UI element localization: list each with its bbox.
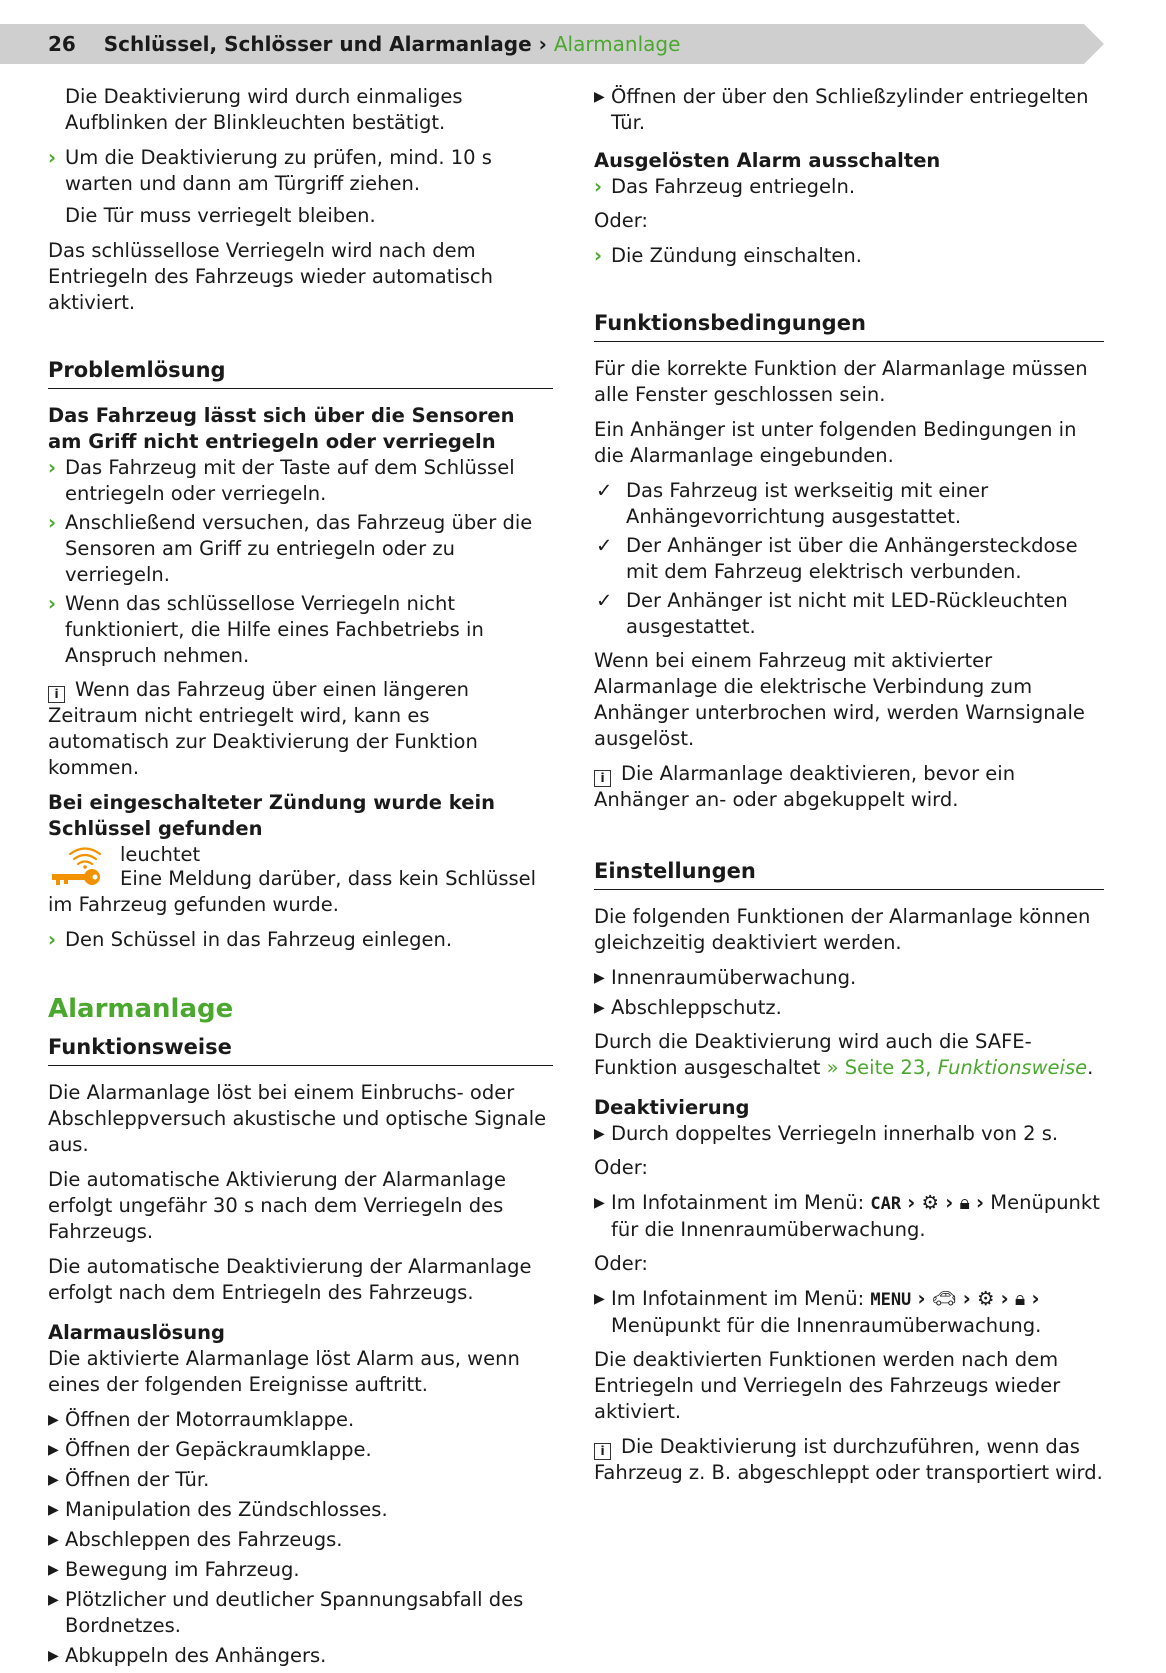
paragraph: Wenn bei einem Fahrzeug mit aktivierter Alarmanlage die elektrische Verbindung zum Anhänger unterbrochen wird, werden Warnsignale ausgelöst. (594, 649, 1085, 750)
lock-icon: 🔒︎ (959, 1191, 970, 1214)
check-item: ✓ Das Fahrzeug ist werkseitig mit einer Anhängevorrichtung ausgestattet. (596, 479, 989, 528)
page-number: 26 (48, 32, 76, 56)
check-item: ✓ Der Anhänger ist über die Anhängersteckdose mit dem Fahrzeug elektrisch verbunden. (596, 534, 1078, 583)
list-item: ▶ Innenraumüberwachung. (594, 966, 857, 989)
menu-car-label: CAR (870, 1194, 902, 1214)
paragraph: Eine Meldung darüber, dass kein Schlüssel im Fahrzeug gefunden wurde. (48, 867, 537, 916)
oder-label: Oder: (594, 209, 648, 232)
step-item: › Um die Deaktivierung zu prüfen, mind. 10 s warten und dann am Türgriff ziehen. (48, 146, 492, 195)
bedingungen-heading: Funktionsbedingungen (594, 309, 1104, 342)
ausloesung-subheading: Alarmauslösung (48, 1321, 225, 1344)
problem-heading: Problemlösung (48, 356, 553, 389)
paragraph: Für die korrekte Funktion der Alarmanlage müssen alle Fenster geschlossen sein. (594, 357, 1088, 406)
paragraph: Die folgenden Funktionen der Alarmanlage können gleichzeitig deaktiviert werden. (594, 905, 1091, 954)
paragraph: Die Deaktivierung wird durch einmaliges Aufblinken der Blinkleuchten bestätigt. (65, 85, 463, 134)
paragraph: Durch die Deaktivierung wird auch die SAFE-Funktion ausgeschaltet » Seite 23, Funktionsweise. (594, 1030, 1094, 1079)
info-icon: i (594, 1443, 611, 1460)
funktionsweise-heading: Funktionsweise (48, 1033, 553, 1066)
page-header (0, 24, 1104, 64)
paragraph: Die automatische Aktivierung der Alarmanlage erfolgt ungefähr 30 s nach dem Verriegeln des Fahrzeugs. (48, 1168, 506, 1243)
info-note: i Die Deaktivierung ist durchzuführen, wenn das Fahrzeug z. B. abgeschleppt oder transportiert wird. (594, 1435, 1103, 1484)
list-item: ▶ Bewegung im Fahrzeug. (48, 1558, 300, 1581)
paragraph: Das schlüssellose Verriegeln wird nach dem Entriegeln des Fahrzeugs wieder automatisch aktiviert. (48, 239, 494, 314)
list-item: ▶ Durch doppeltes Verriegeln innerhalb von 2 s. (594, 1122, 1059, 1145)
step-item: › Das Fahrzeug mit der Taste auf dem Schlüssel entriegeln oder verriegeln. (48, 456, 515, 505)
lock-icon: 🔒︎ (1014, 1287, 1026, 1310)
right-column (594, 84, 1104, 1495)
left-column (48, 84, 553, 1673)
alarm-off-subheading: Ausgelösten Alarm ausschalten (594, 149, 941, 172)
deaktivierung-subheading: Deaktivierung (594, 1096, 750, 1119)
list-item: ▶ Öffnen der Motorraumklappe. (48, 1408, 355, 1431)
step-item: › Das Fahrzeug entriegeln. (594, 175, 856, 198)
paragraph: Die Alarmanlage löst bei einem Einbruchs- oder Abschleppversuch akustische und optische Signale aus. (48, 1081, 547, 1156)
list-item: ▶ Manipulation des Zündschlosses. (48, 1498, 388, 1521)
list-item: ▶ Öffnen der Gepäckraumklappe. (48, 1438, 372, 1461)
oder-label: Oder: (594, 1156, 648, 1179)
info-icon: i (594, 770, 611, 787)
alarm-heading: Alarmanlage (48, 994, 234, 1024)
paragraph: Die automatische Deaktivierung der Alarmanlage erfolgt nach dem Entriegeln des Fahrzeugs. (48, 1255, 532, 1304)
step-item: › Den Schüssel in das Fahrzeug einlegen. (48, 928, 453, 951)
info-note: i Die Alarmanlage deaktivieren, bevor ein Anhänger an- oder abgekuppelt wird. (594, 762, 1016, 811)
oder-label: Oder: (594, 1252, 648, 1275)
page-reference-link[interactable]: » Seite 23, Funktionsweise (826, 1056, 1088, 1079)
einstellungen-heading: Einstellungen (594, 857, 1104, 890)
key-warning-icon (48, 844, 110, 892)
list-item: ▶ Im Infotainment im Menü: MENU › 🚗︎ › ⚙ › 🔒︎ › Menüpunkt für die Innenraumüberwachung. (594, 1287, 1042, 1337)
header-breadcrumb (48, 31, 680, 57)
warning-light-row (48, 842, 553, 868)
paragraph: Die Tür muss verriegelt bleiben. (65, 204, 376, 227)
list-item: ▶ Im Infotainment im Menü: CAR › ⚙ › 🔒︎ › Menüpunkt für die Innenraumüberwachung. (594, 1191, 1100, 1241)
list-item: ▶ Öffnen der Tür. (48, 1468, 210, 1491)
breadcrumb-separator: › (538, 32, 547, 56)
gear-icon: ⚙ (976, 1287, 995, 1310)
paragraph: Die deaktivierten Funktionen werden nach dem Entriegeln und Verriegeln des Fahrzeugs wieder aktiviert. (594, 1348, 1061, 1423)
paragraph: Ein Anhänger ist unter folgenden Bedingungen in die Alarmanlage eingebunden. (594, 418, 1077, 467)
paragraph: Die aktivierte Alarmanlage löst Alarm aus, wenn eines der folgenden Ereignisse auftritt. (48, 1347, 520, 1396)
gear-icon: ⚙ (921, 1191, 939, 1214)
list-item: ▶ Plötzlicher und deutlicher Spannungsabfall des Bordnetzes. (48, 1588, 524, 1637)
check-item: ✓ Der Anhänger ist nicht mit LED-Rückleuchten ausgestattet. (596, 589, 1068, 638)
icon-status: leuchtet (120, 843, 201, 866)
list-item: ▶ Öffnen der über den Schließzylinder entriegelten Tür. (594, 85, 1089, 134)
menu-menu-label: MENU (870, 1290, 912, 1310)
list-item: ▶ Abkuppeln des Anhängers. (48, 1644, 327, 1667)
list-item: ▶ Abschleppen des Fahrzeugs. (48, 1528, 343, 1551)
problem-subheading: Das Fahrzeug lässt sich über die Sensoren am Griff nicht entriegeln oder verriegeln (48, 404, 515, 453)
info-icon: i (48, 686, 65, 703)
step-item: › Die Zündung einschalten. (594, 244, 862, 267)
car-icon: 🚗︎ (931, 1287, 957, 1310)
list-item: ▶ Abschleppschutz. (594, 996, 782, 1019)
problem-subheading: Bei eingeschalteter Zündung wurde kein Schlüssel gefunden (48, 791, 496, 840)
section-title: Alarmanlage (553, 32, 681, 56)
step-item: › Anschließend versuchen, das Fahrzeug über die Sensoren am Griff zu entriegeln oder zu verriegeln. (48, 511, 533, 586)
info-note: i Wenn das Fahrzeug über einen längeren Zeitraum nicht entriegelt wird, kann es automatisch zur Deaktivierung der Funktion kommen. (48, 678, 478, 779)
chapter-title: Schlüssel, Schlösser und Alarmanlage (103, 32, 532, 56)
step-item: › Wenn das schlüssellose Verriegeln nicht funktioniert, die Hilfe eines Fachbetriebs in Anspruch nehmen. (48, 592, 484, 667)
